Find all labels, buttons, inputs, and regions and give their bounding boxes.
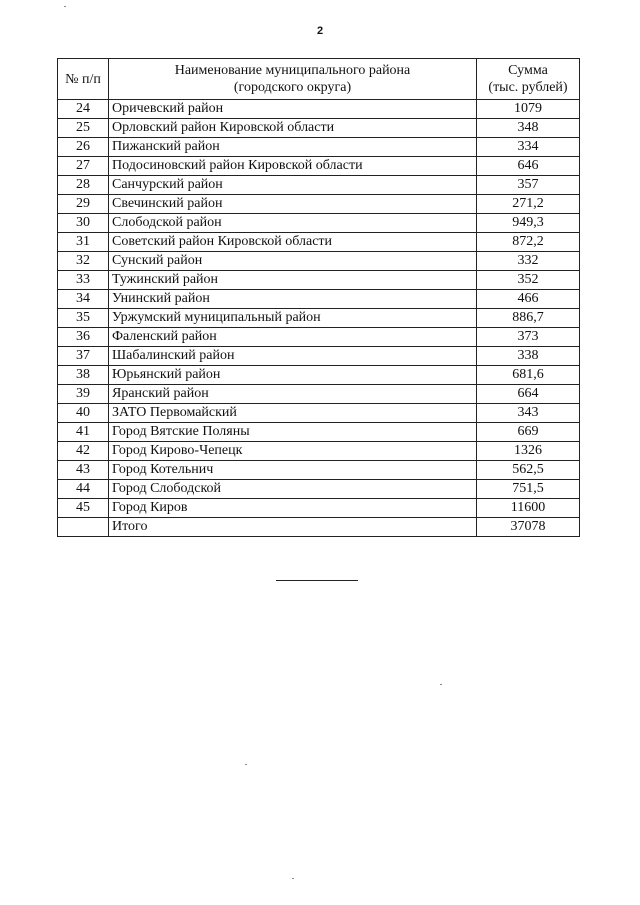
table-row [58, 119, 580, 138]
row-sum: 332 [477, 252, 580, 271]
header-sum-line1: Сумма [508, 63, 548, 78]
row-sum: 886,7 [477, 309, 580, 328]
table-row [58, 290, 580, 309]
row-sum: 334 [477, 138, 580, 157]
row-name: Юрьянский район [109, 366, 477, 385]
row-name: ЗАТО Первомайский [109, 404, 477, 423]
row-num: 38 [58, 366, 109, 385]
header-name-line2: (городского округа) [233, 80, 352, 95]
table-row [58, 138, 580, 157]
table-row [58, 195, 580, 214]
row-num: 34 [58, 290, 109, 309]
row-sum: 466 [477, 290, 580, 309]
row-sum: 338 [477, 347, 580, 366]
row-sum: 1079 [477, 100, 580, 119]
row-name: Слободской район [109, 214, 477, 233]
header-sum [477, 59, 580, 100]
table-row [58, 233, 580, 252]
row-sum: 681,6 [477, 366, 580, 385]
table-row [58, 309, 580, 328]
row-num: 25 [58, 119, 109, 138]
row-num: 27 [58, 157, 109, 176]
row-name: Город Вятские Поляны [109, 423, 477, 442]
header-sum-line2: (тыс. рублей) [488, 80, 568, 95]
scan-speck [292, 878, 294, 879]
row-name: Орловский район Кировской области [109, 119, 477, 138]
row-name: Советский район Кировской области [109, 233, 477, 252]
row-name: Подосиновский район Кировской области [109, 157, 477, 176]
table-row [58, 347, 580, 366]
row-sum: 872,2 [477, 233, 580, 252]
total-label: Итого [109, 518, 477, 537]
table-row [58, 100, 580, 119]
row-num: 30 [58, 214, 109, 233]
row-name: Оричевский район [109, 100, 477, 119]
row-num: 40 [58, 404, 109, 423]
page-number: 2 [316, 25, 324, 37]
row-num: 32 [58, 252, 109, 271]
header-name [109, 59, 477, 100]
table-body [58, 100, 580, 537]
header-num-label: № п/п [65, 71, 101, 87]
row-num: 43 [58, 461, 109, 480]
table-row [58, 176, 580, 195]
table-row [58, 442, 580, 461]
row-name: Уржумский муниципальный район [109, 309, 477, 328]
row-name: Город Киров [109, 499, 477, 518]
row-sum: 949,3 [477, 214, 580, 233]
row-name: Пижанский район [109, 138, 477, 157]
row-name: Свечинский район [109, 195, 477, 214]
table-row [58, 480, 580, 499]
table-row [58, 366, 580, 385]
row-num: 31 [58, 233, 109, 252]
row-sum: 373 [477, 328, 580, 347]
row-sum: 664 [477, 385, 580, 404]
row-name: Тужинский район [109, 271, 477, 290]
row-num: 42 [58, 442, 109, 461]
row-name: Яранский район [109, 385, 477, 404]
row-num: 41 [58, 423, 109, 442]
row-num: 24 [58, 100, 109, 119]
row-num: 39 [58, 385, 109, 404]
row-name: Шабалинский район [109, 347, 477, 366]
row-sum: 352 [477, 271, 580, 290]
row-sum: 348 [477, 119, 580, 138]
table-row [58, 157, 580, 176]
row-sum: 669 [477, 423, 580, 442]
table-row [58, 271, 580, 290]
scan-speck [64, 6, 66, 7]
row-name: Город Кирово-Чепецк [109, 442, 477, 461]
header-name-line1: Наименование муниципального района [174, 63, 411, 78]
scan-speck [245, 764, 247, 765]
row-num: 28 [58, 176, 109, 195]
row-num: 29 [58, 195, 109, 214]
total-sum: 37078 [477, 518, 580, 537]
row-num: 33 [58, 271, 109, 290]
scan-speck [440, 684, 442, 685]
row-name: Санчурский район [109, 176, 477, 195]
row-name: Город Котельнич [109, 461, 477, 480]
row-name: Город Слободской [109, 480, 477, 499]
row-num: 36 [58, 328, 109, 347]
separator-line [276, 580, 358, 581]
total-num [58, 518, 109, 537]
row-sum: 271,2 [477, 195, 580, 214]
row-sum: 343 [477, 404, 580, 423]
districts-table [57, 58, 580, 537]
table-row [58, 404, 580, 423]
row-num: 37 [58, 347, 109, 366]
header-num [58, 59, 109, 100]
row-sum: 562,5 [477, 461, 580, 480]
row-sum: 357 [477, 176, 580, 195]
total-row [58, 518, 580, 537]
row-num: 26 [58, 138, 109, 157]
row-name: Сунский район [109, 252, 477, 271]
table-row [58, 214, 580, 233]
table-row [58, 385, 580, 404]
table-row [58, 328, 580, 347]
row-num: 35 [58, 309, 109, 328]
row-num: 44 [58, 480, 109, 499]
row-name: Фаленский район [109, 328, 477, 347]
row-sum: 1326 [477, 442, 580, 461]
row-num: 45 [58, 499, 109, 518]
row-sum: 646 [477, 157, 580, 176]
row-sum: 11600 [477, 499, 580, 518]
row-name: Унинский район [109, 290, 477, 309]
table-row [58, 499, 580, 518]
table-header-row [58, 59, 580, 100]
table-row [58, 423, 580, 442]
table-row [58, 252, 580, 271]
table-row [58, 461, 580, 480]
row-sum: 751,5 [477, 480, 580, 499]
